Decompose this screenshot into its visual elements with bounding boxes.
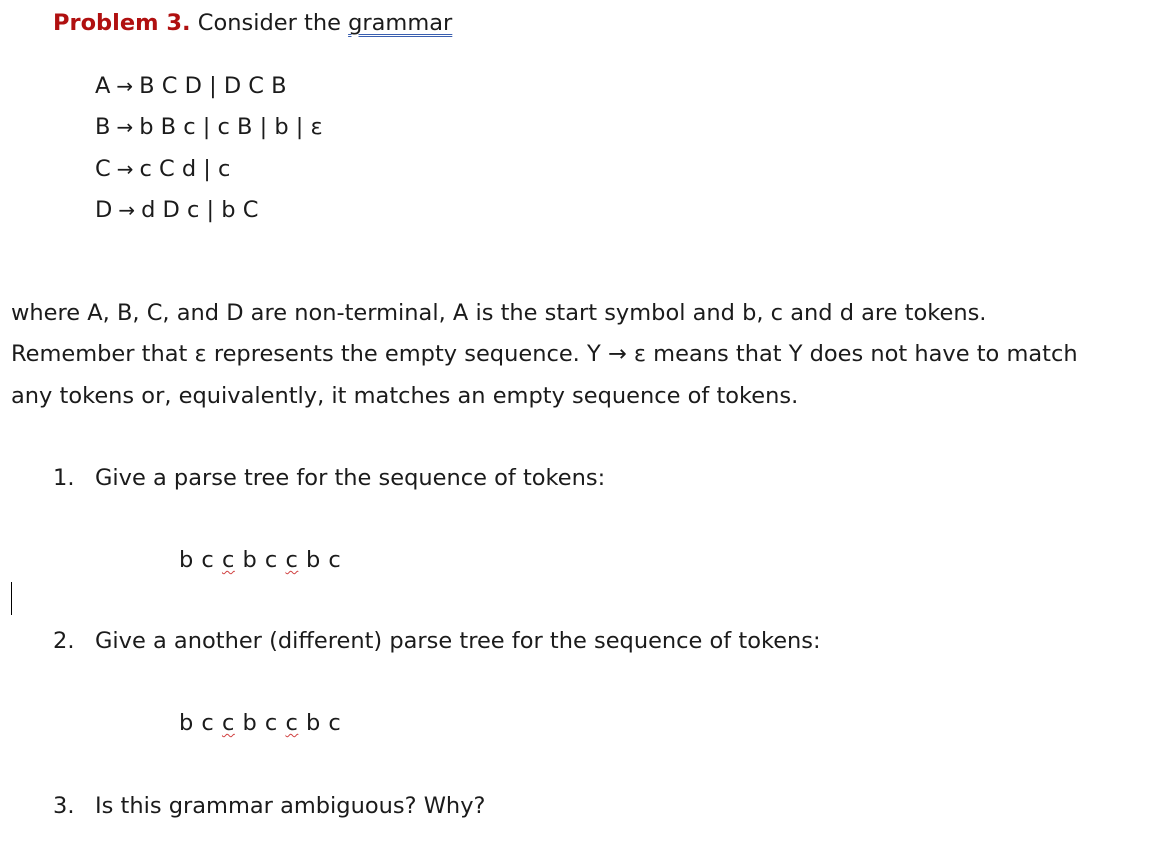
problem-intro-text: Consider the [197,10,349,36]
grammar-word: grammar [348,10,453,36]
spellcheck-token: c [221,710,235,736]
rule-rhs: d D c | b C [141,197,259,223]
token-text: b c [298,547,342,573]
grammar-rule-b [95,114,323,140]
arrow-icon: → [118,198,136,222]
rule-rhs: B C D | D C B [139,73,287,99]
spellcheck-token: c [221,547,235,573]
rule-lhs: D [95,197,113,223]
question-3-text: Is this grammar ambiguous? Why? [95,793,486,819]
problem-label: Problem 3. [53,10,191,36]
token-text: b c [179,710,222,736]
text-cursor [11,582,12,615]
question-1-text: Give a parse tree for the sequence of tokens: [95,465,606,491]
question-2-number: 2. [53,628,75,654]
question-2-token-sequence [179,710,341,736]
rule-lhs: C [95,156,111,182]
arrow-icon: → [116,115,134,139]
rule-lhs: A [95,73,111,99]
rule-lhs: B [95,114,111,140]
question-3-number: 3. [53,793,75,819]
rule-rhs: c C d | c [139,156,231,182]
spellcheck-token: c [285,547,299,573]
question-2-text: Give a another (different) parse tree for the sequence of tokens: [95,628,821,654]
token-text: b c [234,547,286,573]
token-text: b c [234,710,286,736]
token-text: b c [179,547,222,573]
paragraph-line-1: where A, B, C, and D are non-terminal, A is the start symbol and b, c and d are tokens. [11,300,987,326]
paragraph-line-2: Remember that ε represents the empty sequence. Y → ε means that Y does not have to match [11,341,1078,367]
grammar-rule-d [95,197,258,223]
question-1-number: 1. [53,465,75,491]
arrow-icon: → [116,157,134,181]
problem-heading [53,10,452,36]
paragraph-line-3: any tokens or, equivalently, it matches an empty sequence of tokens. [11,383,799,409]
arrow-icon: → [116,74,134,98]
grammar-rule-a [95,73,287,99]
token-text: b c [298,710,342,736]
grammar-rule-c [95,156,230,182]
question-1-token-sequence [179,547,341,573]
spellcheck-token: c [285,710,299,736]
rule-rhs: b B c | c B | b | ε [139,114,323,140]
